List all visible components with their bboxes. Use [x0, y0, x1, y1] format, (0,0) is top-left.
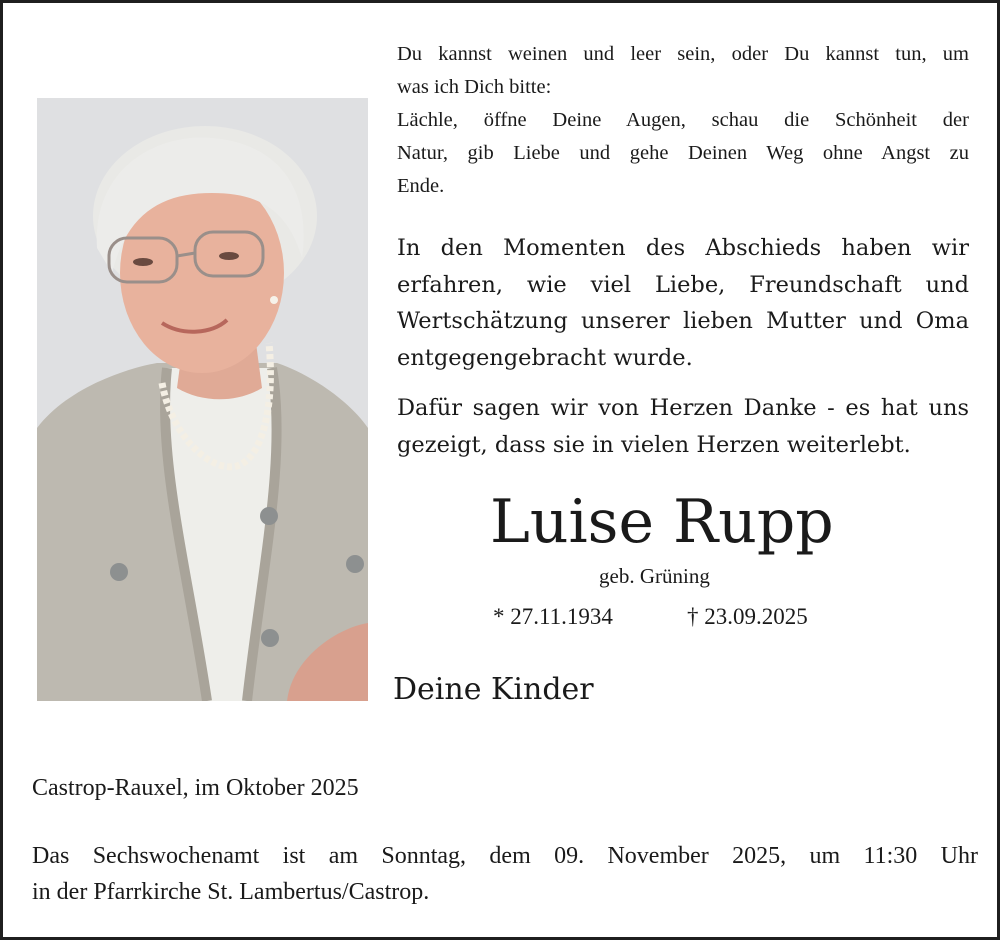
- service-line: in der Pfarrkirche St. Lambertus/Castrop.: [32, 879, 430, 905]
- signature: Deine Kinder: [393, 672, 594, 707]
- thanks-paragraph: Dafür sagen wir von Herzen Danke - es hat uns gezeigt, dass sie in vielen Herzen weiterlebt.: [397, 395, 969, 458]
- deceased-name: Luise Rupp: [490, 487, 834, 557]
- poem-line: Natur, gib Liebe und gehe Deinen Weg ohne Angst zu: [397, 142, 969, 164]
- poem-line: Du kannst weinen und leer sein, oder Du kannst tun, um: [397, 43, 969, 65]
- portrait-photo: [37, 98, 368, 701]
- thanks-text: [397, 230, 969, 463]
- thanks-paragraph: In den Momenten des Abschieds haben wir erfahren, wie viel Liebe, Freundschaft und Wertschätzung unserer lieben Mutter und Oma entgegengebracht wurde.: [397, 235, 969, 371]
- birth-name: geb. Grüning: [599, 564, 710, 588]
- poem-line: was ich Dich bitte:: [397, 76, 552, 98]
- poem-line: Ende.: [397, 175, 445, 197]
- poem-text: [397, 38, 969, 203]
- place-date: Castrop-Rauxel, im Oktober 2025: [32, 775, 359, 801]
- birth-date: * 27.11.1934: [493, 604, 613, 629]
- service-line: Das Sechswochenamt ist am Sonntag, dem 09. November 2025, um 11:30 Uhr: [32, 843, 978, 869]
- poem-line: Lächle, öffne Deine Augen, schau die Schönheit der: [397, 109, 969, 131]
- service-info: [32, 838, 978, 910]
- death-date: † 23.09.2025: [687, 604, 808, 629]
